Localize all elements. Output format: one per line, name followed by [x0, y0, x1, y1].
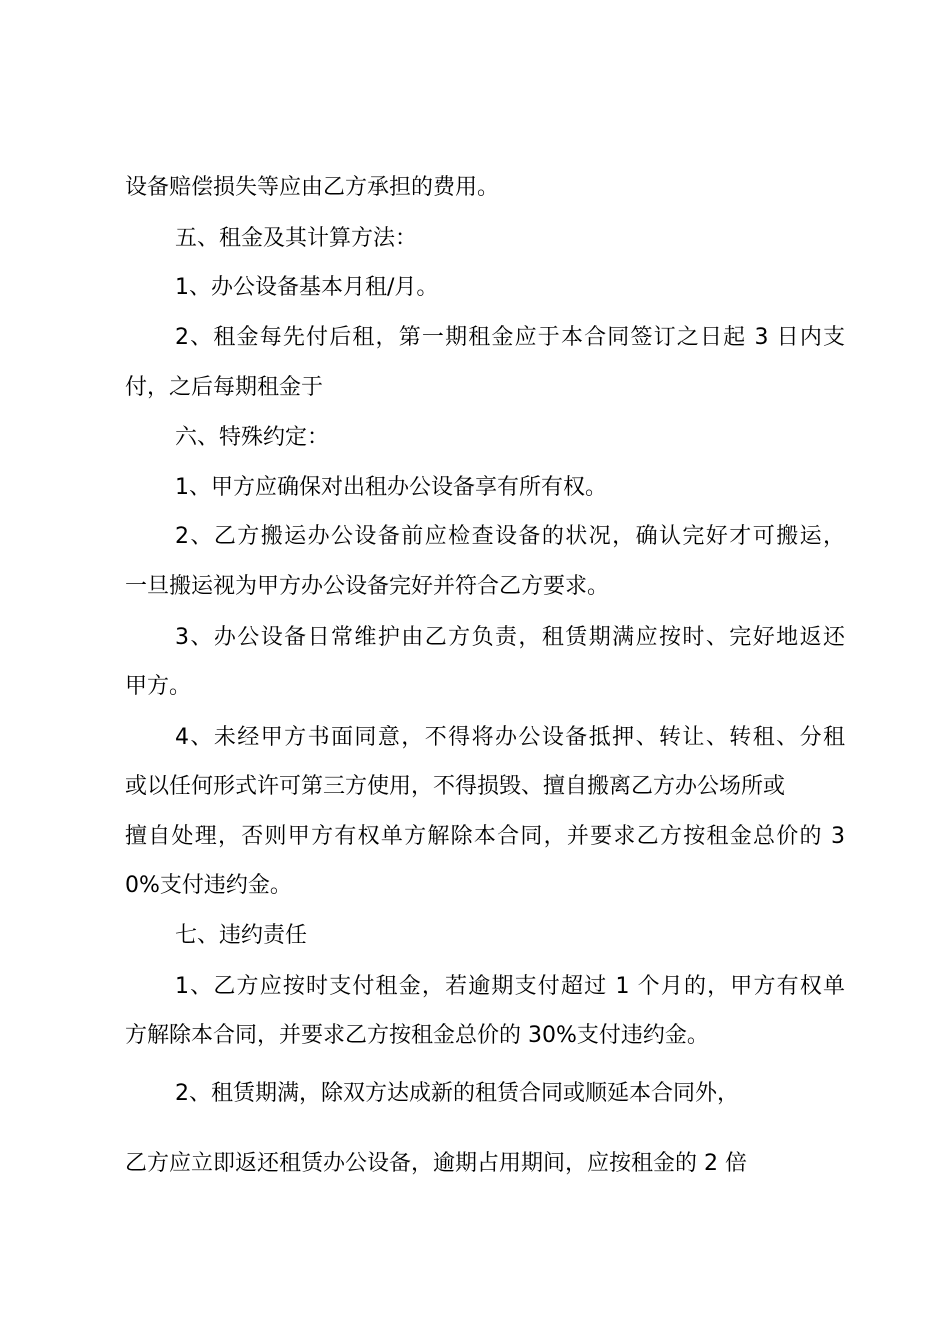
paragraph-line: 甲方。: [125, 674, 192, 699]
paragraph-line: 1、甲方应确保对出租办公设备享有所有权。: [175, 475, 607, 500]
paragraph-line: 或以任何形式许可第三方使用，不得损毁、擅自搬离乙方办公场所或: [125, 774, 786, 799]
paragraph-line: 2、租赁期满，除双方达成新的租赁合同或顺延本合同外，: [175, 1081, 739, 1106]
paragraph-line: 乙方应立即返还租赁办公设备，逾期占用期间，应按租金的 2 倍: [125, 1151, 747, 1176]
paragraph-line: 1、办公设备基本月租/月。: [175, 275, 439, 300]
paragraph-line: 3、办公设备日常维护由乙方负责，租赁期满应按时、完好地返还: [175, 625, 845, 650]
paragraph-line: 方解除本合同，并要求乙方按租金总价的 30%支付违约金。: [125, 1023, 709, 1048]
paragraph-line: 1、乙方应按时支付租金，若逾期支付超过 1 个月的，甲方有权单: [175, 974, 845, 999]
paragraph-line: 设备赔偿损失等应由乙方承担的费用。: [125, 175, 500, 200]
section-heading-breach: 七、违约责任: [175, 923, 308, 948]
paragraph-line: 擅自处理，否则甲方有权单方解除本合同，并要求乙方按租金总价的 3: [125, 824, 845, 849]
paragraph-line: 2、乙方搬运办公设备前应检查设备的状况，确认完好才可搬运，: [175, 524, 845, 549]
paragraph-line: 2、租金每先付后租，第一期租金应于本合同签订之日起 3 日内支: [175, 325, 845, 350]
paragraph-line: 付，之后每期租金于: [125, 375, 324, 400]
paragraph-line: 0%支付违约金。: [125, 873, 292, 898]
paragraph-line: 4、未经甲方书面同意，不得将办公设备抵押、转让、转租、分租: [175, 725, 845, 750]
paragraph-line: 一旦搬运视为甲方办公设备完好并符合乙方要求。: [125, 574, 610, 599]
section-heading-rent: 五、租金及其计算方法：: [175, 226, 418, 251]
section-heading-special-terms: 六、特殊约定：: [175, 425, 330, 450]
